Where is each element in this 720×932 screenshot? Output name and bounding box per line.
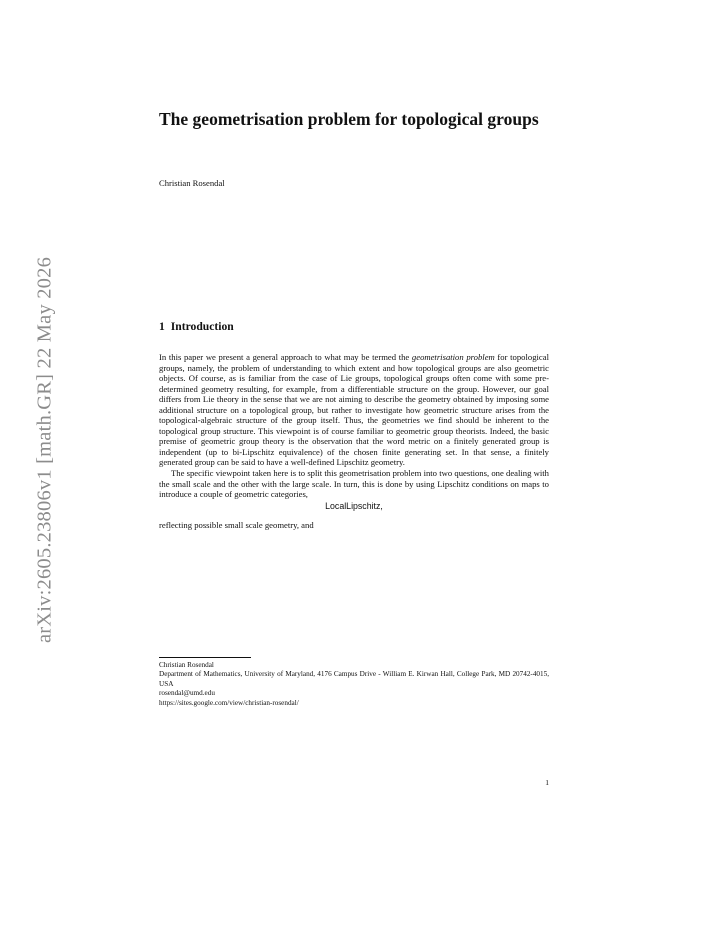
footnote-email[interactable]: rosendal@umd.edu — [159, 689, 215, 698]
footnote-rule — [159, 657, 251, 658]
footnote-url[interactable]: https://sites.google.com/view/christian-rosendal/ — [159, 698, 299, 707]
paragraph: reflecting possible small scale geometry, and — [159, 520, 314, 531]
footnote-affiliation: Department of Mathematics, University of Maryland, 4176 Campus Drive - William E. Kirwan Hall, College Park, MD 20742-4015, USA — [159, 670, 549, 688]
body-text — [159, 352, 549, 531]
paragraph — [159, 352, 549, 468]
paper-title: The geometrisation problem for topological groups — [159, 109, 539, 129]
emphasized-term: geometrisation problem — [411, 352, 495, 362]
display-formula: LocalLipschitz, — [325, 500, 383, 511]
paragraph: The specific viewpoint taken here is to split this geometrisation problem into two questions, one dealing with the small scale and the other with the large scale. In turn, this is done by using Lipschitz conditions on maps to introduce a couple of geometric categories, — [159, 468, 549, 500]
footnote-name: Christian Rosendal — [159, 661, 214, 669]
section-title: Introduction — [170, 320, 234, 333]
section-heading — [159, 320, 234, 333]
paragraph-text: for topological groups, namely, the problem of understanding to which extent and how topological groups are also geometric objects. Of course, as is familiar from the case of Lie groups, topological groups often come with some pre-determined geometry resulting, for example, from a differentiable structure on the group. However, our goal differs from Lie theory in the sense that we are not aiming to describe the geometry obtained by imposing some additional structure on a topological group, but rather to investigate how geometric structure arises from the topological-algebraic structure of the group itself. Thus, the geometries we find should be inherent to the topological group structure. This viewpoint is of course familiar to geometric group theorists. Indeed, the basic premise of geometric group theory is the observation that the word metric on a finitely generated group is independent (up to bi-Lipschitz equivalence) of the chosen finite generating set. In that sense, a finitely generated group can be said to have a well-defined Lipschitz geometry. — [159, 352, 549, 468]
paragraph-text: In this paper we present a general approach to what may be termed the — [159, 352, 412, 362]
footnote — [159, 661, 549, 708]
arxiv-identifier: arXiv:2605.23806v1 [math.GR] 22 May 2026 — [33, 256, 56, 644]
author-name: Christian Rosendal — [159, 178, 225, 188]
page-number: 1 — [545, 778, 549, 787]
section-number: 1 — [159, 320, 165, 333]
